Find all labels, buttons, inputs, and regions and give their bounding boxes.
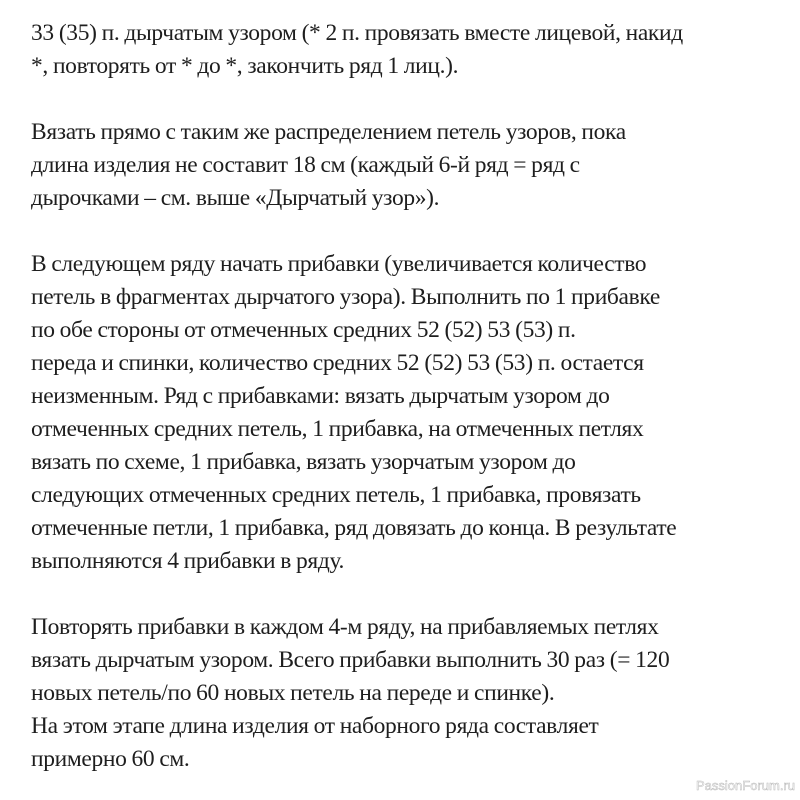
paragraph-4 xyxy=(31,611,791,776)
text-line: примерно 60 см. xyxy=(31,746,190,772)
paragraph-3 xyxy=(31,248,791,578)
text-line: *, повторять от * до *, закончить ряд 1 лиц.). xyxy=(31,53,459,79)
text-line: 33 (35) п. дырчатым узором (* 2 п. провязать вместе лицевой, накид xyxy=(31,20,683,46)
text-line: вязать дырчатым узором. Всего прибавки выполнить 30 раз (= 120 xyxy=(31,647,670,673)
paragraph-2 xyxy=(31,116,791,215)
document-body xyxy=(31,17,791,776)
text-line: длина изделия не составит 18 см (каждый 6-й ряд = ряд с xyxy=(31,152,580,178)
text-line: выполняются 4 прибавки в ряду. xyxy=(31,548,345,574)
text-line: дырочками – см. выше «Дырчатый узор»). xyxy=(31,185,440,211)
text-line: следующих отмеченных средних петель, 1 прибавка, провязать xyxy=(31,482,641,508)
watermark: PassionForum.ru xyxy=(696,778,795,793)
paragraph-1 xyxy=(31,17,791,83)
text-line: отмеченные петли, 1 прибавка, ряд довязать до конца. В результате xyxy=(31,515,677,541)
text-line: отмеченных средних петель, 1 прибавка, на отмеченных петлях xyxy=(31,416,644,442)
text-line: На этом этапе длина изделия от наборного ряда составляет xyxy=(31,713,599,739)
text-line: Повторять прибавки в каждом 4-м ряду, на прибавляемых петлях xyxy=(31,614,659,640)
text-line: переда и спинки, количество средних 52 (52) 53 (53) п. остается xyxy=(31,350,644,376)
text-line: по обе стороны от отмеченных средних 52 (52) 53 (53) п. xyxy=(31,317,576,343)
text-line: вязать по схеме, 1 прибавка, вязать узорчатым узором до xyxy=(31,449,576,475)
text-line: В следующем ряду начать прибавки (увеличивается количество xyxy=(31,251,647,277)
text-line: новых петель/по 60 новых петель на переде и спинке). xyxy=(31,680,555,706)
text-line: Вязать прямо с таким же распределением петель узоров, пока xyxy=(31,119,626,145)
text-line: неизменным. Ряд с прибавками: вязать дырчатым узором до xyxy=(31,383,610,409)
text-line: петель в фрагментах дырчатого узора). Выполнить по 1 прибавке xyxy=(31,284,660,310)
